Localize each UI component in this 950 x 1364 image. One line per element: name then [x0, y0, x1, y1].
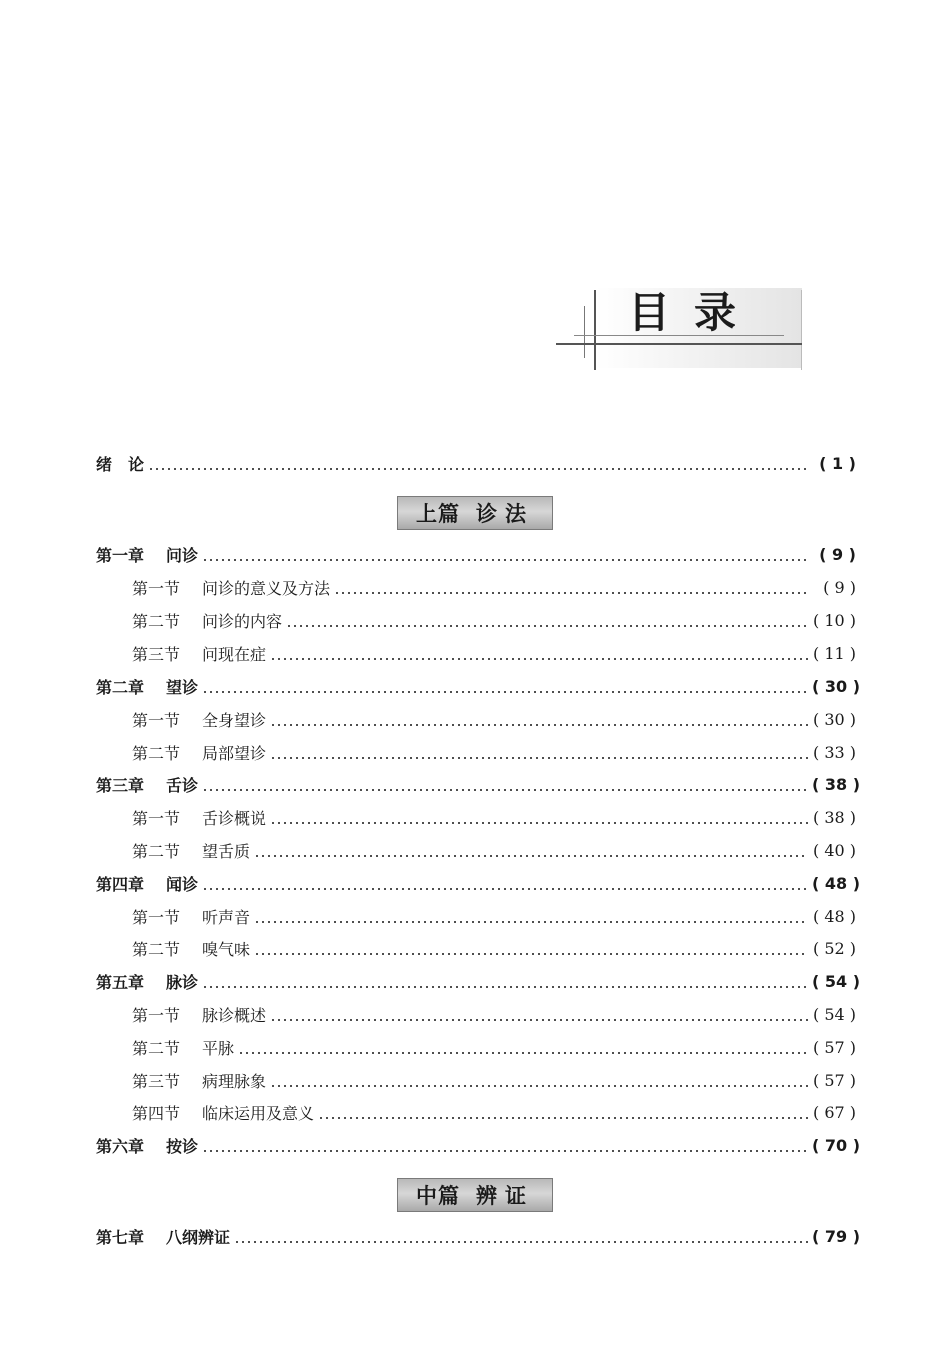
section-title: 嗅气味 [202, 939, 251, 959]
chapter-page: ( 79 ) [812, 1226, 861, 1246]
section-title: 临床运用及意义 [202, 1103, 315, 1123]
chapter-page: ( 38 ) [812, 774, 861, 794]
toc-section[interactable] [96, 737, 856, 767]
toc-section[interactable] [96, 638, 856, 668]
leader-dots [202, 546, 808, 562]
section-title: 问诊的内容 [202, 611, 283, 631]
leader-dots [270, 1072, 808, 1088]
section-page: ( 54 ) [812, 1004, 856, 1024]
title-rule-vertical [594, 290, 596, 370]
chapter-number: 第二章 [96, 677, 145, 697]
toc-entry-page: ( 1 ) [819, 453, 856, 473]
section-page: ( 48 ) [812, 906, 856, 926]
toc-section[interactable] [96, 572, 856, 602]
section-number: 第三节 [132, 644, 181, 664]
section-page: ( 9 ) [823, 577, 856, 597]
toc-section[interactable] [96, 802, 856, 832]
chapter-title: 闻诊 [166, 874, 199, 894]
toc-chapter[interactable] [96, 966, 861, 996]
section-number: 第二节 [132, 611, 181, 631]
leader-dots [202, 875, 808, 891]
leader-dots [270, 1006, 808, 1022]
toc-title-block [556, 288, 804, 370]
chapter-page: ( 9 ) [819, 544, 856, 564]
part-name: 中篇 [416, 1183, 460, 1208]
title-rule-vertical-thin [584, 306, 585, 358]
chapter-page: ( 48 ) [812, 873, 861, 893]
toc-entry-intro[interactable] [96, 448, 856, 478]
chapter-number: 第六章 [96, 1136, 145, 1156]
section-page: ( 30 ) [812, 709, 856, 729]
leader-dots [270, 645, 808, 661]
leader-dots [238, 1039, 808, 1055]
section-title: 望舌质 [202, 841, 251, 861]
section-number: 第一节 [132, 710, 181, 730]
toc-entry-label: 绪 论 [96, 454, 145, 474]
section-title: 脉诊概述 [202, 1005, 267, 1025]
part-subtitle: 诊法 [476, 501, 534, 526]
section-number: 第一节 [132, 907, 181, 927]
toc-section[interactable] [96, 1097, 856, 1127]
section-page: ( 38 ) [812, 807, 856, 827]
toc-section[interactable] [96, 835, 856, 865]
section-number: 第一节 [132, 578, 181, 598]
section-number: 第二节 [132, 743, 181, 763]
leader-dots [318, 1104, 808, 1120]
section-page: ( 57 ) [812, 1070, 856, 1090]
toc-chapter[interactable] [96, 769, 861, 799]
section-title: 问现在症 [202, 644, 267, 664]
toc-chapter[interactable] [96, 539, 856, 569]
toc-section[interactable] [96, 1065, 856, 1095]
title-rule-vertical-right [801, 290, 802, 370]
chapter-number: 第五章 [96, 972, 145, 992]
leader-dots [254, 842, 808, 858]
toc-section[interactable] [96, 933, 856, 963]
leader-dots [148, 455, 808, 471]
section-page: ( 11 ) [812, 643, 856, 663]
leader-dots [202, 678, 808, 694]
chapter-title: 按诊 [166, 1136, 199, 1156]
section-title: 全身望诊 [202, 710, 267, 730]
chapter-page: ( 54 ) [812, 971, 861, 991]
chapter-title: 舌诊 [166, 775, 199, 795]
part-name: 上篇 [416, 501, 460, 526]
page-title: 目录 [628, 288, 761, 337]
chapter-title: 问诊 [166, 545, 199, 565]
section-number: 第四节 [132, 1103, 181, 1123]
toc-section[interactable] [96, 901, 856, 931]
toc-chapter[interactable] [96, 671, 861, 701]
section-title: 问诊的意义及方法 [202, 578, 331, 598]
section-title: 舌诊概说 [202, 808, 267, 828]
chapter-number: 第四章 [96, 874, 145, 894]
section-number: 第二节 [132, 939, 181, 959]
toc-chapter[interactable] [96, 868, 861, 898]
toc-section[interactable] [96, 704, 856, 734]
leader-dots [202, 776, 808, 792]
chapter-page: ( 70 ) [812, 1135, 861, 1155]
leader-dots [254, 908, 808, 924]
section-title: 听声音 [202, 907, 251, 927]
leader-dots [202, 1137, 808, 1153]
section-title: 病理脉象 [202, 1071, 267, 1091]
section-page: ( 57 ) [812, 1037, 856, 1057]
leader-dots [234, 1228, 808, 1244]
chapter-title: 八纲辨证 [166, 1227, 231, 1247]
section-page: ( 67 ) [812, 1102, 856, 1122]
leader-dots [334, 579, 808, 595]
leader-dots [270, 744, 808, 760]
section-number: 第一节 [132, 1005, 181, 1025]
section-page: ( 10 ) [812, 610, 856, 630]
toc-chapter[interactable] [96, 1221, 861, 1251]
toc-section[interactable] [96, 999, 856, 1029]
leader-dots [286, 612, 808, 628]
section-title: 局部望诊 [202, 743, 267, 763]
section-number: 第二节 [132, 1038, 181, 1058]
toc-section[interactable] [96, 1032, 856, 1062]
chapter-title: 望诊 [166, 677, 199, 697]
leader-dots [270, 809, 808, 825]
leader-dots [202, 973, 808, 989]
section-page: ( 52 ) [812, 938, 856, 958]
part-subtitle: 辨证 [476, 1183, 534, 1208]
section-page: ( 40 ) [812, 840, 856, 860]
section-number: 第一节 [132, 808, 181, 828]
chapter-number: 第七章 [96, 1227, 145, 1247]
title-rule-horizontal [556, 343, 802, 345]
chapter-number: 第三章 [96, 775, 145, 795]
chapter-title: 脉诊 [166, 972, 199, 992]
part-banner-upper [397, 496, 553, 530]
toc-chapter[interactable] [96, 1130, 861, 1160]
section-number: 第二节 [132, 841, 181, 861]
section-page: ( 33 ) [812, 742, 856, 762]
leader-dots [254, 940, 808, 956]
chapter-page: ( 30 ) [812, 676, 861, 696]
chapter-number: 第一章 [96, 545, 145, 565]
section-number: 第三节 [132, 1071, 181, 1091]
leader-dots [270, 711, 808, 727]
part-banner-middle [397, 1178, 553, 1212]
toc-section[interactable] [96, 605, 856, 635]
section-title: 平脉 [202, 1038, 235, 1058]
